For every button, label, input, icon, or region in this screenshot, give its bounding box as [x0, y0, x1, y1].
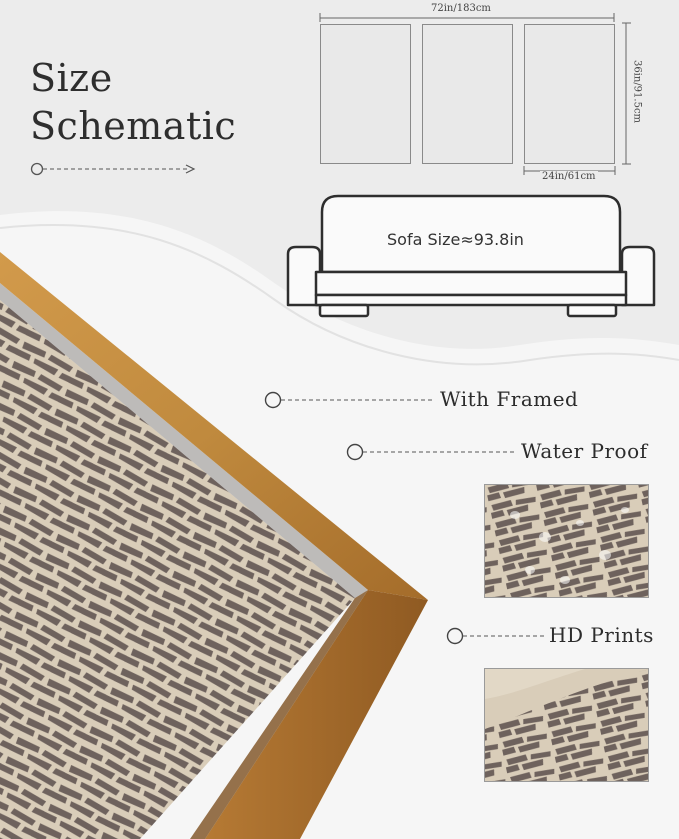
- feature-hd-prints: HD Prints: [549, 623, 654, 647]
- panel-width-label: 24in/61cm: [542, 171, 596, 182]
- water-proof-arrow-icon: [346, 442, 516, 462]
- feature-with-framed: With Framed: [440, 387, 579, 411]
- panel-middle: [422, 24, 513, 164]
- water-proof-thumbnail: [484, 484, 649, 598]
- title-line-2: Schematic: [30, 104, 237, 148]
- hd-prints-arrow-icon: [446, 626, 546, 646]
- hd-prints-thumbnail: [484, 668, 649, 782]
- title-arrow-icon: [30, 162, 205, 176]
- panel-right: [524, 24, 615, 164]
- feature-water-proof: Water Proof: [521, 439, 648, 463]
- total-width-label: 72in/183cm: [428, 3, 494, 14]
- with-framed-arrow-icon: [264, 390, 434, 410]
- height-label: 36in/91.5cm: [632, 47, 643, 137]
- panel-left: [320, 24, 411, 164]
- title-line-1: Size: [30, 56, 113, 100]
- sofa-icon: [282, 192, 662, 322]
- sofa-size-label: Sofa Size≈93.8in: [387, 230, 524, 249]
